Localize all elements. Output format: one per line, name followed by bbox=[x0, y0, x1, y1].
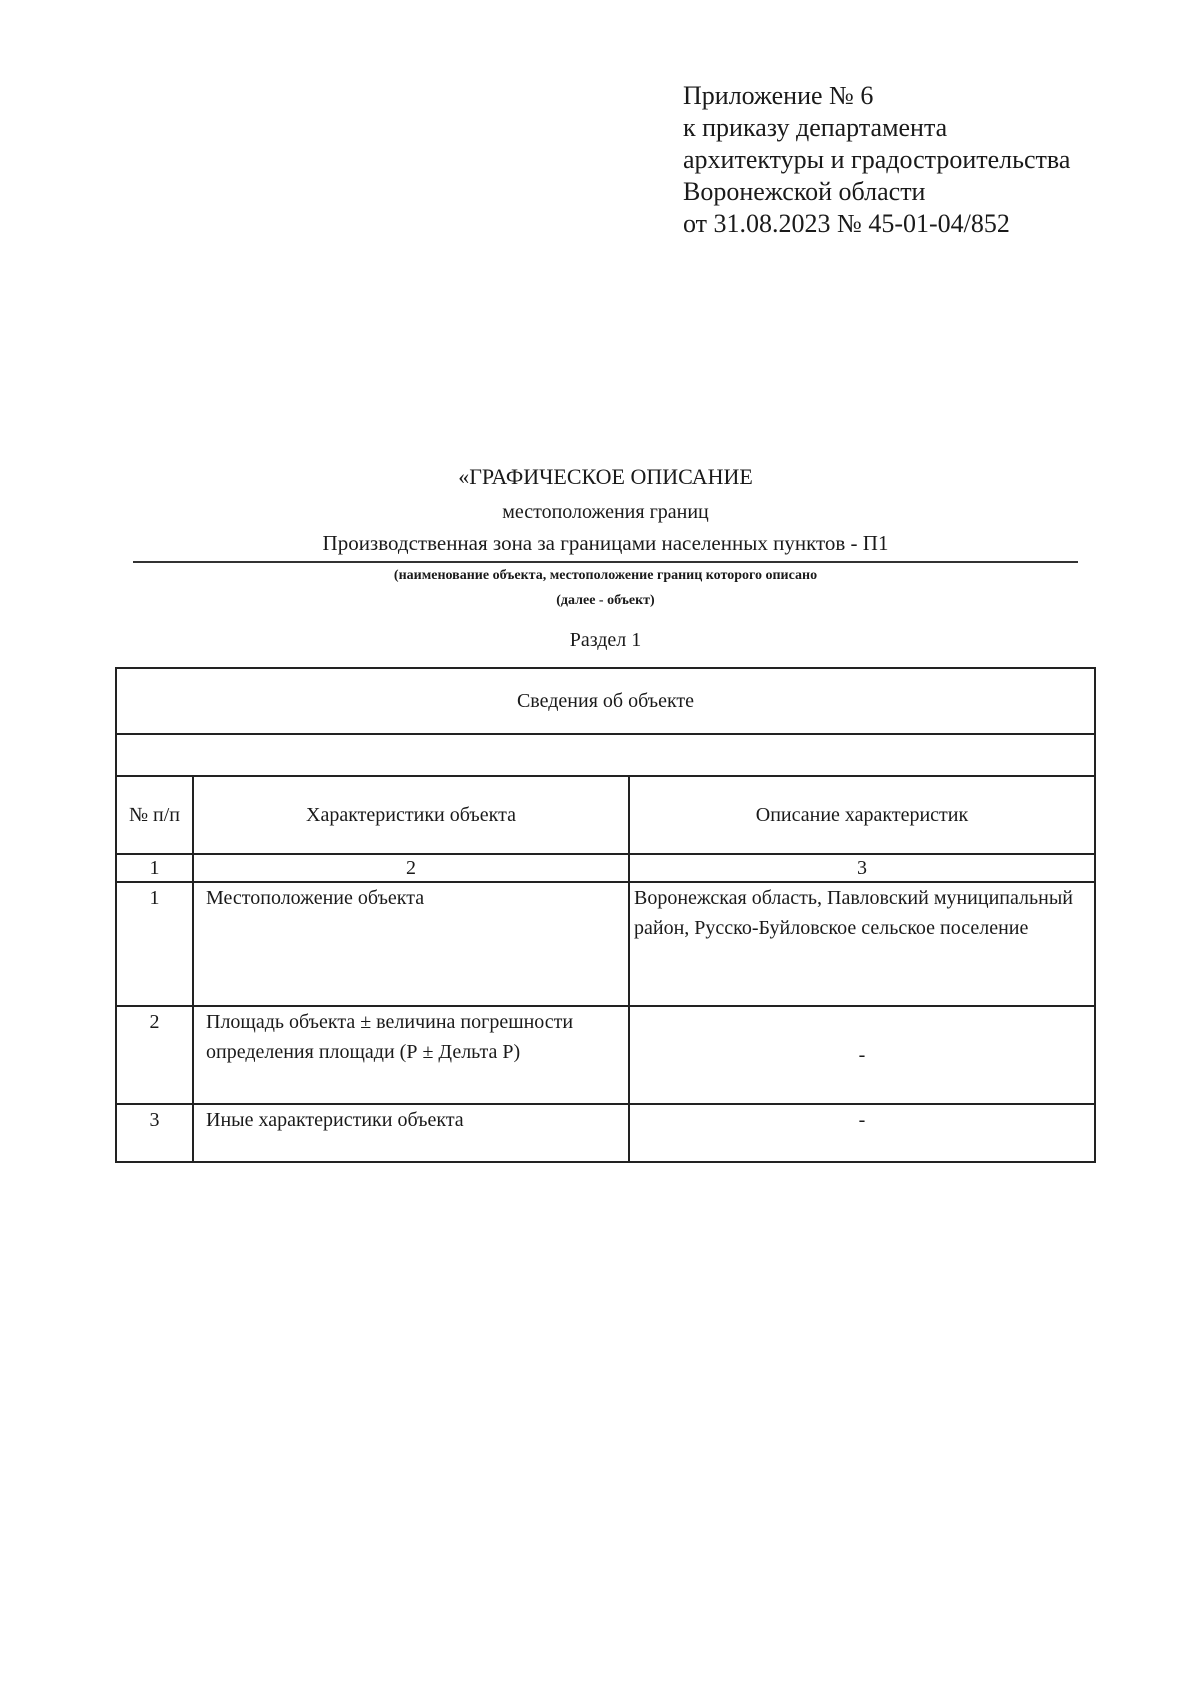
table-row bbox=[116, 1006, 1095, 1104]
row-characteristic: Иные характеристики объекта bbox=[193, 1104, 629, 1162]
table-row bbox=[116, 882, 1095, 1006]
table-empty-row bbox=[116, 734, 1095, 776]
row-description: Воронежская область, Павловский муниципальный район, Русско-Буйловское сельское поселение bbox=[629, 882, 1095, 1006]
header-description: Описание характеристик bbox=[629, 776, 1095, 854]
row-characteristic: Местоположение объекта bbox=[193, 882, 629, 1006]
row-description: - bbox=[629, 1104, 1095, 1162]
object-info-table bbox=[115, 667, 1096, 1163]
appendix-department: архитектуры и градостроительства bbox=[683, 145, 1071, 174]
table-title-row bbox=[116, 668, 1095, 734]
row-number: 2 bbox=[116, 1006, 193, 1104]
table-header-row bbox=[116, 776, 1095, 854]
row-number: 1 bbox=[116, 882, 193, 1006]
appendix-date-number: от 31.08.2023 № 45-01-04/852 bbox=[683, 209, 1010, 238]
appendix-order-ref: к приказу департамента bbox=[683, 113, 948, 142]
column-number-row bbox=[116, 854, 1095, 882]
column-number-3: 3 bbox=[629, 854, 1095, 882]
column-number-1: 1 bbox=[116, 854, 193, 882]
table-row bbox=[116, 1104, 1095, 1162]
document-subtitle: местоположения границ bbox=[502, 501, 709, 523]
object-name-caption: (наименование объекта, местоположение границ которого описано bbox=[393, 568, 818, 583]
object-name-caption-note: (далее - объект) bbox=[556, 593, 655, 608]
appendix-number: Приложение № 6 bbox=[683, 81, 874, 110]
appendix-header bbox=[683, 80, 1070, 240]
object-name-underline bbox=[133, 561, 1078, 563]
document-title: «ГРАФИЧЕСКОЕ ОПИСАНИЕ bbox=[458, 464, 753, 489]
appendix-region: Воронежской области bbox=[683, 177, 926, 206]
row-description: - bbox=[629, 1006, 1095, 1104]
section-label: Раздел 1 bbox=[569, 629, 642, 651]
row-number: 3 bbox=[116, 1104, 193, 1162]
column-number-2: 2 bbox=[193, 854, 629, 882]
object-name: Производственная зона за границами населенных пунктов - П1 bbox=[322, 531, 889, 555]
header-characteristic: Характеристики объекта bbox=[193, 776, 629, 854]
table-empty-cell bbox=[116, 734, 1095, 776]
header-number: № п/п bbox=[116, 776, 193, 854]
row-characteristic: Площадь объекта ± величина погрешности определения площади (Р ± Дельта Р) bbox=[193, 1006, 629, 1104]
table-title: Сведения об объекте bbox=[116, 668, 1095, 734]
